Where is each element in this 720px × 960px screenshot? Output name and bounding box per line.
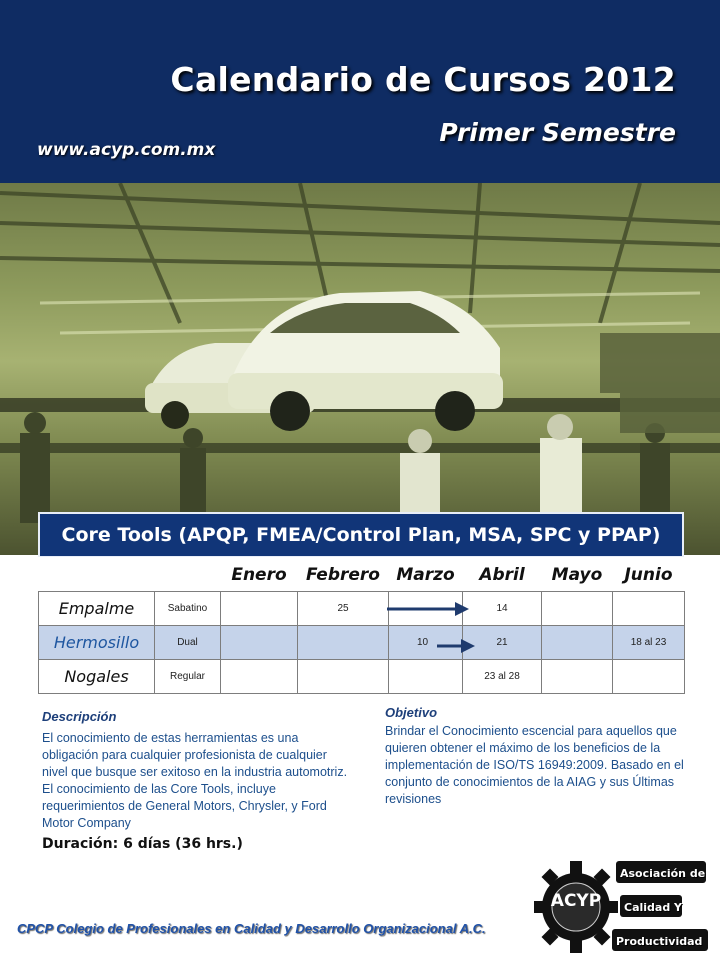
table-cell	[613, 592, 685, 626]
footer-organization: CPCP Colegio de Profesionales en Calidad y Desarrollo Organizacional A.C.	[17, 921, 486, 936]
page-title: Calendario de Cursos 2012	[170, 60, 676, 99]
modality-label: Dual	[155, 626, 221, 660]
month-header: Abril	[463, 558, 542, 592]
table-cell	[221, 626, 298, 660]
table-cell: 21	[463, 626, 542, 660]
description-text: El conocimiento de estas herramientas es una obligación para cualquier profesionista de cualquier nivel que busque ser exitoso en la industria automotriz. El conocimiento de las Core Tools, incluye requerimientos de General Motors, Chrysler, y Ford Motor Company	[42, 731, 348, 830]
table-cell: 25	[298, 592, 389, 626]
arrow-right-icon	[385, 600, 471, 618]
acyp-logo	[532, 855, 712, 957]
table-cell: 14	[463, 592, 542, 626]
header-blank	[39, 558, 155, 592]
table-cell: 23 al 28	[463, 660, 542, 694]
cell-start-value: 10	[417, 637, 429, 648]
table-cell	[613, 660, 685, 694]
table-row	[39, 626, 685, 660]
logo-acronym: ACYP	[550, 891, 602, 911]
month-header: Enero	[221, 558, 298, 592]
table-cell	[221, 592, 298, 626]
table-row	[39, 660, 685, 694]
month-header: Junio	[613, 558, 685, 592]
month-header: Marzo	[389, 558, 463, 592]
arrow-right-icon	[435, 637, 521, 655]
city-label: Nogales	[39, 660, 155, 694]
table-cell: 18 al 23	[613, 626, 685, 660]
table-cell	[298, 626, 389, 660]
modality-label: Regular	[155, 660, 221, 694]
table-cell	[221, 660, 298, 694]
logo-line-2: Calidad Y	[624, 901, 683, 914]
table-cell	[542, 626, 613, 660]
table-header-row	[39, 558, 685, 592]
table-row	[39, 592, 685, 626]
city-label: Hermosillo	[39, 626, 155, 660]
modality-label: Sabatino	[155, 592, 221, 626]
description-heading: Descripción	[42, 709, 117, 724]
table-cell	[542, 660, 613, 694]
city-label: Empalme	[39, 592, 155, 626]
logo-line-1: Asociación de	[620, 867, 706, 880]
table-cell	[389, 626, 463, 660]
page-subtitle: Primer Semestre	[439, 118, 676, 147]
month-header: Mayo	[542, 558, 613, 592]
table-cell	[389, 660, 463, 694]
website-link[interactable]: www.acyp.com.mx	[37, 140, 216, 160]
header-blank	[155, 558, 221, 592]
objective-heading: Objetivo	[385, 705, 438, 720]
month-header: Febrero	[298, 558, 389, 592]
factory-illustration	[0, 183, 720, 555]
header-band	[0, 0, 720, 183]
schedule-table	[38, 557, 685, 694]
table-cell	[542, 592, 613, 626]
objective-text: Brindar el Conocimiento escencial para aquellos que quieren obtener el máximo de los beneficios de la implementación de ISO/TS 16949:2009. Basado en el conjunto de conocimientos de la AIAG y sus Últimas revisiones	[385, 724, 684, 806]
table-cell	[298, 660, 389, 694]
table-cell	[389, 592, 463, 626]
logo-line-3: Productividad	[616, 935, 703, 948]
course-title-banner: Core Tools (APQP, FMEA/Control Plan, MSA, SPC y PPAP)	[38, 512, 684, 558]
factory-photo	[0, 183, 720, 555]
duration-text: Duración: 6 días (36 hrs.)	[42, 836, 243, 852]
